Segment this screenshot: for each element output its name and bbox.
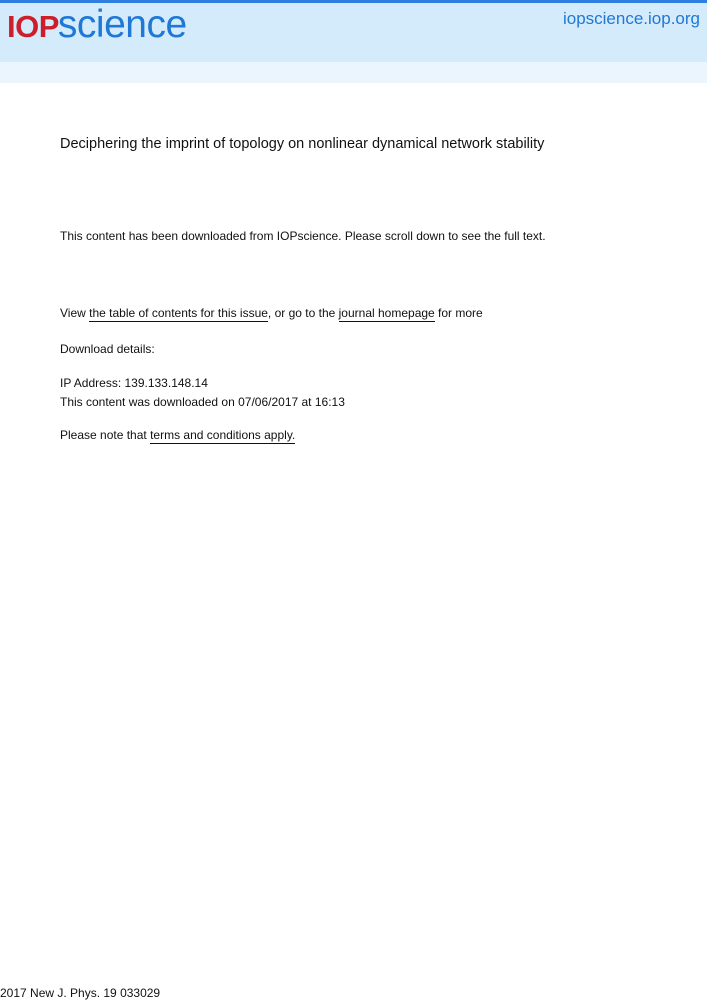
- terms-and-conditions-link[interactable]: terms and conditions apply.: [150, 428, 296, 442]
- iopscience-logo[interactable]: [7, 5, 187, 44]
- view-line: [60, 306, 483, 320]
- logo-iop-text: IOP: [7, 9, 59, 44]
- subheader-band: [0, 62, 707, 83]
- download-date-line: This content was downloaded on 07/06/2017 at 16:13: [60, 395, 345, 409]
- terms-prefix: Please note that: [60, 428, 151, 442]
- logo-science-text: science: [57, 3, 187, 46]
- ip-address-line: IP Address: 139.133.148.14: [60, 376, 208, 390]
- download-notice: This content has been downloaded from IOPscience. Please scroll down to see the full text.: [60, 229, 546, 243]
- site-url-link[interactable]: iopscience.iop.org: [562, 9, 700, 28]
- download-details-heading: Download details:: [60, 342, 155, 356]
- view-middle: , or go to the: [267, 306, 339, 320]
- article-title: Deciphering the imprint of topology on nonlinear dynamical network stability: [60, 136, 545, 152]
- journal-citation: 2017 New J. Phys. 19 033029: [0, 986, 161, 1000]
- terms-line: [60, 428, 295, 442]
- journal-homepage-link[interactable]: journal homepage: [338, 306, 435, 320]
- table-of-contents-link[interactable]: the table of contents for this issue: [89, 306, 268, 320]
- view-prefix: View: [60, 306, 90, 320]
- view-suffix: for more: [434, 306, 483, 320]
- site-header: [0, 3, 707, 62]
